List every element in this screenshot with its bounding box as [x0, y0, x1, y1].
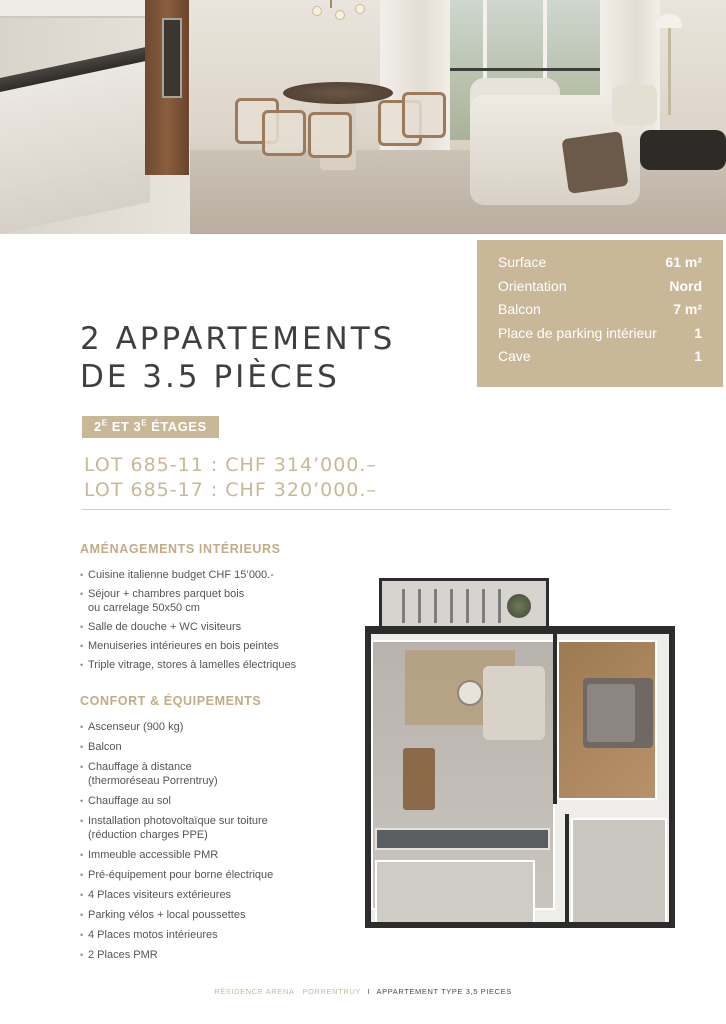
- plan-wall: [365, 626, 675, 634]
- armchair: [612, 85, 657, 125]
- footer-apartment-type: APPARTEMENT TYPE 3,5 PIECES: [376, 987, 512, 996]
- photo-oven: [162, 18, 182, 98]
- balcony-slat: [482, 589, 485, 623]
- list-item: • Salle de douche + WC visiteurs: [80, 620, 340, 634]
- spec-value: 61 m²: [665, 254, 702, 270]
- list-item: • Parking vélos + local poussettes: [80, 908, 340, 922]
- plan-entrance: [571, 818, 667, 924]
- list-item: • Installation photovoltaïque sur toiture: [80, 814, 340, 828]
- floor-suffix: E: [101, 418, 108, 428]
- footer-project: RÉSIDENCE ARENA · PORRENTRUY: [214, 987, 361, 996]
- list-item-continuation: ou carrelage 50x50 cm: [88, 602, 200, 614]
- spec-label: Balcon: [498, 301, 541, 318]
- pendant-light: [330, 0, 332, 8]
- plan-dining-table: [403, 748, 435, 810]
- floors-badge: [82, 416, 219, 438]
- spec-value: 1: [694, 348, 702, 365]
- pendant-bulb: [335, 10, 345, 20]
- interior-section-title: AMÉNAGEMENTS INTÉRIEURS: [80, 542, 281, 556]
- spec-label: Orientation: [498, 277, 567, 294]
- plant-icon: [507, 594, 531, 618]
- list-item-continuation: (thermoréseau Porrentruy): [88, 775, 218, 787]
- lot-prices: [84, 453, 377, 503]
- list-item: • Cuisine italienne budget CHF 15’000.-: [80, 568, 340, 582]
- balcony-slat: [418, 589, 421, 623]
- spec-value: 1: [694, 324, 702, 341]
- floor-suffix: E: [141, 418, 148, 428]
- spec-box: [477, 240, 723, 387]
- floor-plan: [365, 578, 675, 928]
- photo-upper-cabinet: [0, 0, 150, 18]
- balcony-slat: [498, 589, 501, 623]
- dining-chair: [402, 92, 446, 138]
- page-footer: [0, 987, 726, 996]
- balcony-slat: [434, 589, 437, 623]
- footer-separator: I: [367, 987, 371, 996]
- list-item: • Ascenseur (900 kg): [80, 720, 340, 734]
- plan-wall: [365, 626, 371, 928]
- floor-connector: ET: [111, 419, 130, 434]
- list-item: • 4 Places visiteurs extérieures: [80, 888, 340, 902]
- plan-kitchen: [375, 828, 550, 850]
- list-item: • Triple vitrage, stores à lamelles électriques: [80, 658, 340, 672]
- spec-row-surface: [498, 254, 702, 278]
- page-title: [80, 320, 395, 396]
- list-item: • Pré-équipement pour borne électrique: [80, 868, 340, 882]
- balcony-railing: [425, 68, 605, 71]
- floor-lamp: [668, 20, 671, 115]
- spec-row-parking: [498, 325, 702, 349]
- spec-value: 7 m²: [673, 301, 702, 318]
- spec-row-balcony: [498, 301, 702, 325]
- comfort-feature-list: [80, 720, 340, 962]
- balcony-slat: [402, 589, 405, 623]
- list-item: • Balcon: [80, 740, 340, 754]
- page-title-line-1: 2 APPARTEMENTS: [80, 321, 396, 357]
- lot-price-line: LOT 685-11 : CHF 314’000.–: [84, 454, 377, 476]
- floor-lamp-shade: [656, 14, 682, 28]
- plan-bathroom: [375, 860, 535, 924]
- list-item: • Immeuble accessible PMR: [80, 848, 340, 862]
- page-title-line-2: DE 3.5 PIÈCES: [80, 359, 340, 395]
- spec-row-orientation: [498, 278, 702, 302]
- sofa-throw: [561, 131, 628, 194]
- dining-chair: [262, 110, 306, 156]
- spec-value: Nord: [669, 277, 702, 294]
- comfort-section-title: CONFORT & ÉQUIPEMENTS: [80, 694, 262, 708]
- dining-table: [283, 82, 393, 104]
- floors-word: ÉTAGES: [151, 419, 207, 434]
- list-item-continuation: (réduction charges PPE): [88, 829, 208, 841]
- list-item: • 4 Places motos intérieures: [80, 928, 340, 942]
- dining-chair: [308, 112, 352, 158]
- list-item: • Menuiseries intérieures en bois peintes: [80, 639, 340, 653]
- divider: [82, 509, 670, 510]
- coffee-table: [640, 130, 726, 170]
- floor-number: 3: [133, 419, 142, 434]
- spec-label: Cave: [498, 348, 531, 365]
- interior-feature-list: [80, 568, 340, 672]
- list-item: • Séjour + chambres parquet bois: [80, 587, 340, 601]
- plan-wall: [669, 626, 675, 928]
- spec-row-cellar: [498, 348, 702, 372]
- floor-number: 2: [94, 419, 102, 434]
- plan-sofa: [483, 666, 545, 740]
- balcony-slat: [450, 589, 453, 623]
- list-item: • Chauffage au sol: [80, 794, 340, 808]
- list-item: • Chauffage à distance: [80, 760, 340, 774]
- plan-wall: [365, 922, 675, 928]
- plan-wall: [553, 634, 557, 804]
- spec-label: Place de parking intérieur: [498, 324, 657, 341]
- pendant-bulb: [312, 6, 322, 16]
- plan-bed-sheet: [587, 684, 635, 742]
- plan-wall: [565, 814, 569, 922]
- list-item: • 2 Places PMR: [80, 948, 340, 962]
- pendant-bulb: [355, 4, 365, 14]
- interior-photo: [0, 0, 726, 234]
- spec-label: Surface: [498, 254, 547, 270]
- lot-price-line: LOT 685-17 : CHF 320’000.–: [84, 479, 377, 501]
- balcony-slat: [466, 589, 469, 623]
- plan-coffee-table: [457, 680, 483, 706]
